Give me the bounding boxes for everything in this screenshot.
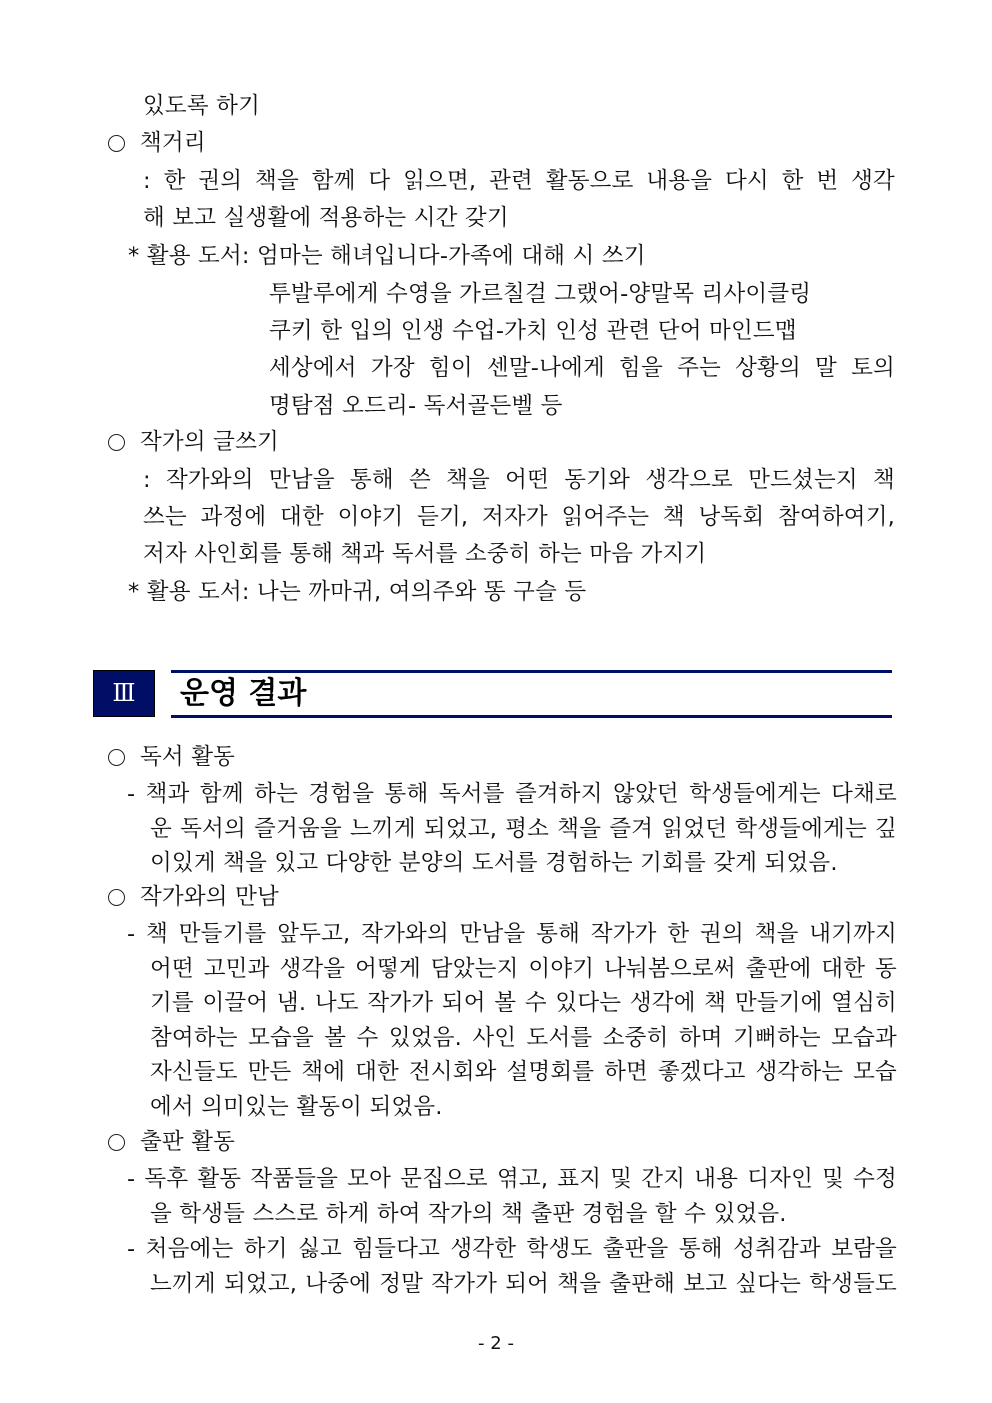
book-list-item: 쿠키 한 입의 인생 수업-가치 인성 관련 단어 마인드맵 bbox=[269, 318, 797, 344]
book-list-item: 세상에서 가장 힘이 센말-나에게 힘을 주는 상황의 말 토의 bbox=[269, 355, 895, 381]
section-title: 운영 결과 bbox=[180, 676, 307, 711]
item-heading: 출판 활동 bbox=[140, 1129, 236, 1155]
paragraph-line: - 처음에는 하기 싫고 힘들다고 생각한 학생도 출판을 통해 성취감과 보람을 bbox=[127, 1236, 897, 1262]
paragraph-line: - 독후 활동 작품들을 모아 문집으로 엮고, 표지 및 간지 내용 디자인 및 수정 bbox=[127, 1166, 897, 1192]
paragraph-line: 자신들도 만든 책에 대한 전시회와 설명회를 하면 좋겠다고 생각하는 모습 bbox=[150, 1059, 897, 1085]
paragraph-line: 참여하는 모습을 볼 수 있었음. 사인 도서를 소중히 하며 기뻐하는 모습과 bbox=[150, 1025, 897, 1051]
section-number-box: Ⅲ bbox=[93, 670, 155, 717]
paragraph-line: 기를 이끌어 냄. 나도 작가가 되어 볼 수 있다는 생각에 책 만들기에 열심히 bbox=[150, 990, 897, 1016]
item-heading: 독서 활동 bbox=[140, 744, 236, 770]
circle-bullet-icon bbox=[108, 434, 125, 451]
paragraph-line: - 책과 함께 하는 경험을 통해 독서를 즐겨하지 않았던 학생들에게는 다채로 bbox=[127, 781, 897, 807]
item-heading: 작가의 글쓰기 bbox=[140, 429, 279, 455]
paragraph-line: 운 독서의 즐거움을 느끼게 되었고, 평소 책을 즐겨 읽었던 학생들에게는 깊 bbox=[150, 816, 897, 842]
item-heading: 책거리 bbox=[140, 130, 206, 156]
paragraph-line: 해 보고 실생활에 적용하는 시간 갖기 bbox=[143, 205, 509, 231]
paragraph-line: 어떤 고민과 생각을 어떻게 담았는지 이야기 나눠봄으로써 출판에 대한 동 bbox=[150, 956, 897, 982]
circle-bullet-icon bbox=[108, 1134, 125, 1151]
book-list-item: 투발루에게 수영을 가르칠걸 그랬어-양말목 리사이클링 bbox=[269, 281, 812, 307]
paragraph-line: 있도록 하기 bbox=[143, 93, 261, 119]
paragraph-line: 쓰는 과정에 대한 이야기 듣기, 저자가 읽어주는 책 낭독회 참여하여기, bbox=[143, 504, 895, 530]
paragraph-line: 에서 의미있는 활동이 되었음. bbox=[150, 1094, 443, 1120]
circle-bullet-icon bbox=[108, 749, 125, 766]
paragraph-line: 을 학생들 스스로 하게 하여 작가의 책 출판 경험을 할 수 있었음. bbox=[150, 1201, 787, 1227]
book-list-label: * 활용 도서: 엄마는 해녀입니다-가족에 대해 시 쓰기 bbox=[128, 243, 646, 269]
circle-bullet-icon bbox=[108, 889, 125, 906]
paragraph-line: : 작가와의 만남을 통해 쓴 책을 어떤 동기와 생각으로 만드셨는지 책 bbox=[143, 467, 895, 493]
item-heading: 작가와의 만남 bbox=[140, 884, 279, 910]
paragraph-line: 저자 사인회를 통해 책과 독서를 소중히 하는 마음 가지기 bbox=[143, 541, 707, 567]
paragraph-line: - 책 만들기를 앞두고, 작가와의 만남을 통해 작가가 한 권의 책을 내기까지 bbox=[127, 921, 897, 947]
book-list-label: * 활용 도서: 나는 까마귀, 여의주와 똥 구슬 등 bbox=[128, 579, 587, 605]
book-list-item: 명탐점 오드리- 독서골든벨 등 bbox=[269, 393, 563, 419]
paragraph-line: : 한 권의 책을 함께 다 읽으면, 관련 활동으로 내용을 다시 한 번 생각 bbox=[143, 168, 895, 194]
circle-bullet-icon bbox=[108, 135, 125, 152]
paragraph-line: 이있게 책을 있고 다양한 분양의 도서를 경험하는 기회를 갖게 되었음. bbox=[150, 850, 838, 876]
page-number: - 2 - bbox=[478, 1333, 514, 1354]
paragraph-line: 느끼게 되었고, 나중에 정말 작가가 되어 책을 출판해 보고 싶다는 학생들도 bbox=[150, 1271, 897, 1297]
